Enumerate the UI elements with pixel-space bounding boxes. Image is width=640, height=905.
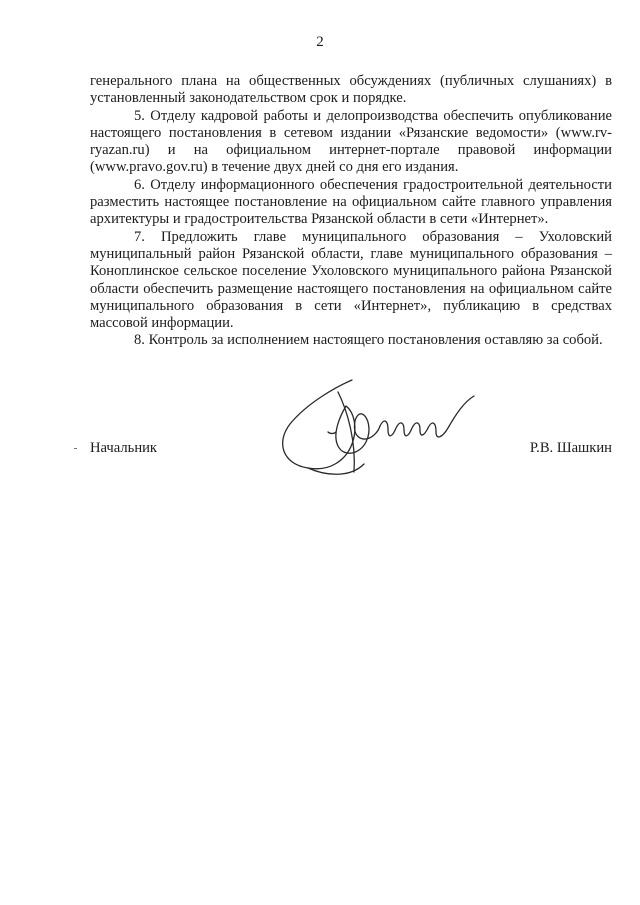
handwritten-signature bbox=[268, 372, 498, 482]
paragraph-item-7: 7. Предложить главе муниципального образования – Ухоловский муниципальный район Рязанской области, главе муниципального образования – Коноплинское сельское поселение Ухоловского муниципального района Рязанской области обеспечить размещение настоящего постановления на официальном сайте муниципального образования в сети «Интернет», публикацию в средствах массовой информации. bbox=[90, 228, 612, 332]
page-number: 2 bbox=[316, 34, 324, 50]
paragraph-continuation: генерального плана на общественных обсуждениях (публичных слушаниях) в установленный законодательством срок и порядке. bbox=[90, 73, 612, 107]
signatory-name: Р.В. Шашкин bbox=[529, 440, 612, 456]
signatory-position: Начальник bbox=[90, 440, 158, 456]
paragraph-item-6: 6. Отделу информационного обеспечения градостроительной деятельности разместить настоящее постановление на официальном сайте главного управления архитектуры и градостроительства Рязанской области в сети «Интернет». bbox=[90, 176, 612, 228]
document-body bbox=[90, 73, 612, 350]
paragraph-item-8: 8. Контроль за исполнением настоящего постановления оставляю за собой. bbox=[134, 332, 603, 349]
scan-mark bbox=[74, 448, 77, 449]
paragraph-item-5: 5. Отделу кадровой работы и делопроизводства обеспечить опубликование настоящего постановления в сетевом издании «Рязанские ведомости» (www.rv-ryazan.ru) и на официальном интернет-портале правовой информации (www.pravo.gov.ru) в течение двух дней со дня его издания. bbox=[90, 107, 612, 176]
